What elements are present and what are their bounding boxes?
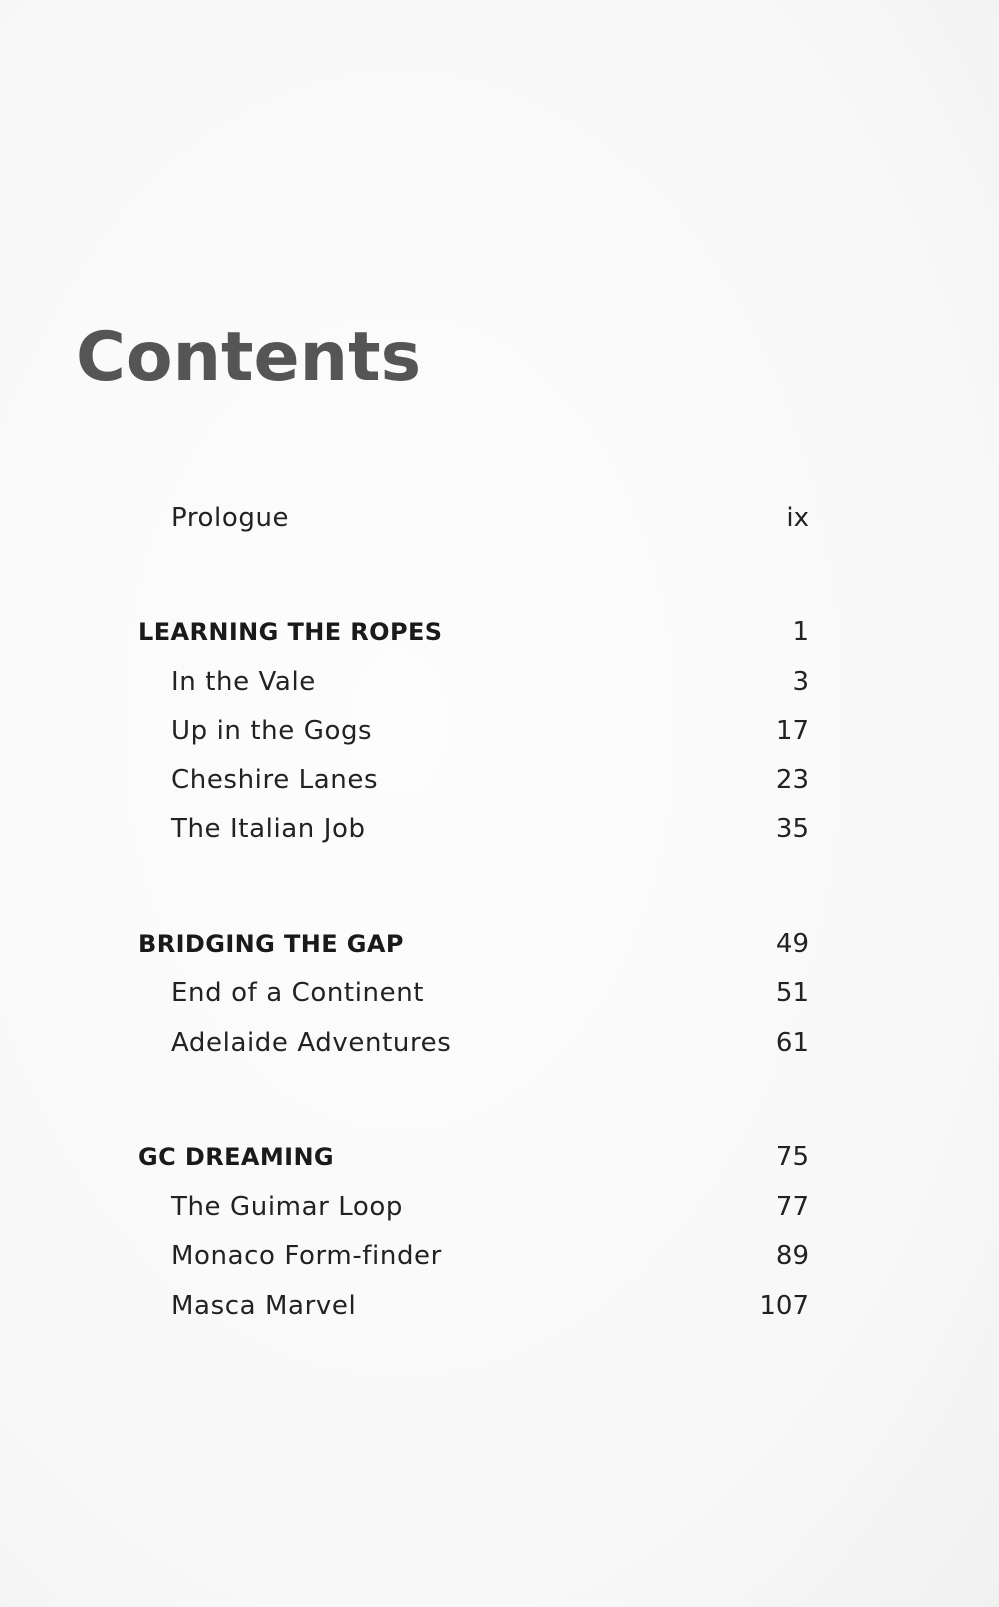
chapter-title: Masca Marvel: [171, 1291, 357, 1321]
chapter-title: End of a Continent: [171, 978, 425, 1008]
toc-entry[interactable]: [0, 973, 999, 1013]
toc-part-heading[interactable]: [0, 1137, 999, 1177]
toc-page-number: 89: [775, 1241, 809, 1271]
toc-page-number: 75: [775, 1142, 809, 1172]
toc-page-number: 77: [775, 1192, 809, 1222]
chapter-title: Up in the Gogs: [171, 716, 373, 746]
chapter-title: In the Vale: [171, 667, 316, 697]
toc-page-number: 3: [792, 667, 809, 697]
part-title: BRIDGING THE GAP: [138, 930, 404, 958]
toc-entry[interactable]: [0, 662, 999, 702]
chapter-title: The Italian Job: [171, 814, 366, 844]
chapter-title: Adelaide Adventures: [171, 1028, 452, 1058]
chapter-title: Cheshire Lanes: [171, 765, 379, 795]
chapter-title: The Guimar Loop: [171, 1192, 404, 1222]
toc-page-number: ix: [786, 503, 809, 533]
toc-page-number: 49: [775, 929, 809, 959]
toc-page-number: 61: [775, 1028, 809, 1058]
toc-entry[interactable]: [0, 1187, 999, 1227]
toc-page-number: 107: [759, 1291, 809, 1321]
toc-entry[interactable]: [0, 1286, 999, 1326]
chapter-title: Monaco Form-finder: [171, 1241, 442, 1271]
toc-entry[interactable]: [0, 1236, 999, 1276]
part-title: LEARNING THE ROPES: [138, 618, 443, 646]
toc-entry[interactable]: [0, 760, 999, 800]
toc-entry[interactable]: [0, 711, 999, 751]
toc-entry-label: Prologue: [171, 503, 290, 533]
part-title: GC DREAMING: [138, 1143, 335, 1171]
toc-entry[interactable]: [0, 1023, 999, 1063]
toc-page-number: 23: [775, 765, 809, 795]
toc-entry-prologue[interactable]: [0, 498, 999, 538]
toc-entry[interactable]: [0, 809, 999, 849]
toc-page-number: 1: [792, 617, 809, 647]
toc-page-number: 51: [775, 978, 809, 1008]
toc-part-heading[interactable]: [0, 612, 999, 652]
toc-page-number: 17: [775, 716, 809, 746]
toc-part-heading[interactable]: [0, 924, 999, 964]
page-title: Contents: [76, 318, 422, 397]
toc-page-number: 35: [775, 814, 809, 844]
